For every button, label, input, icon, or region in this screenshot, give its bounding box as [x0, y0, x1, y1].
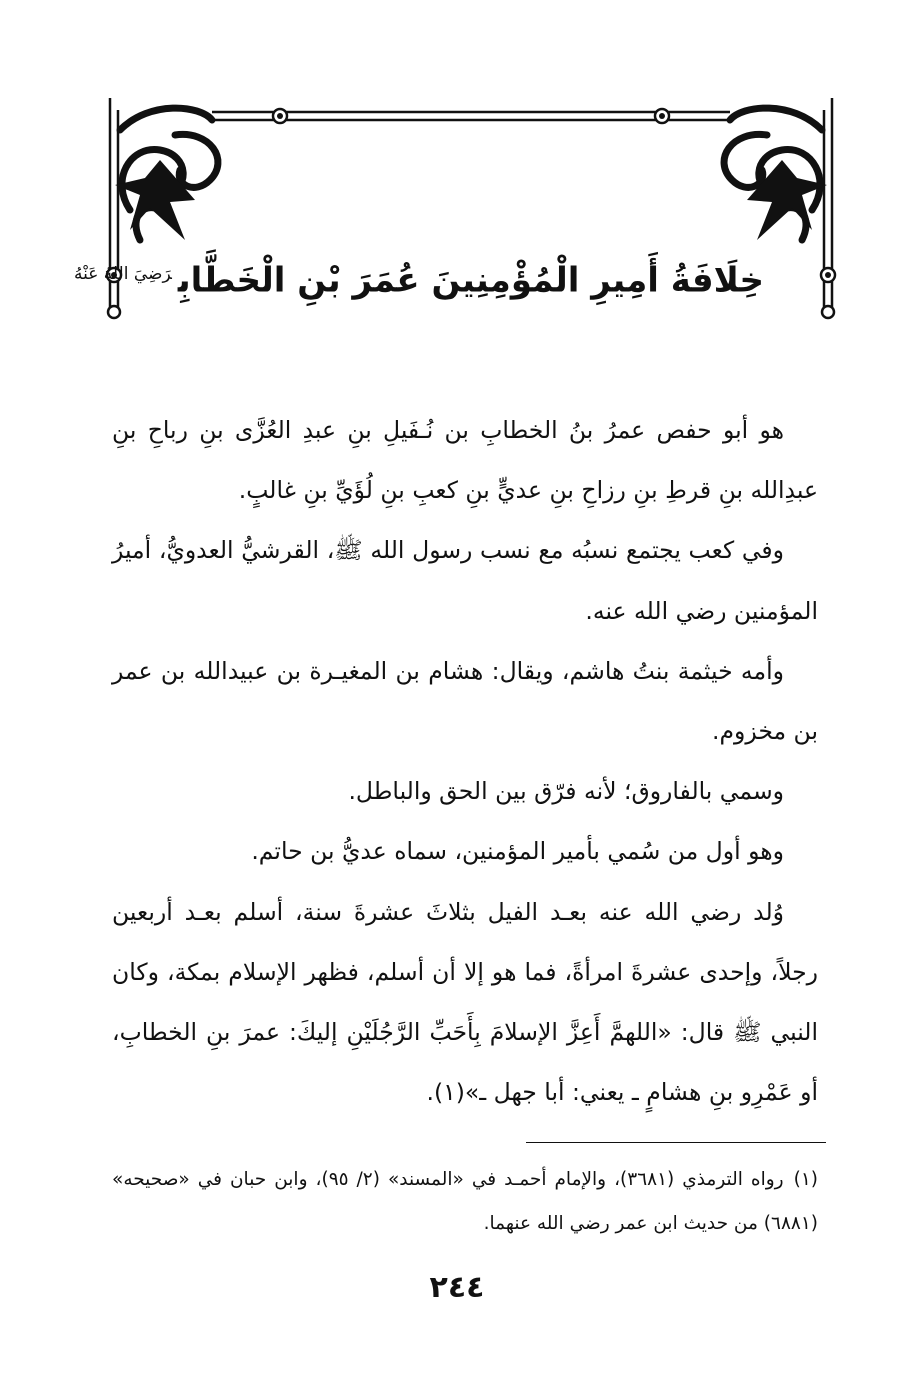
- paragraph-kinship: وفي كعب يجتمع نسبُه مع نسب رسول الله ﷺ، القرشيُّ العدويُّ، أميرُ المؤمنين رضي الله عنه.: [112, 536, 818, 625]
- paragraph-farouq: وسمي بالفاروق؛ لأنه فرّق بين الحق والباطل.: [348, 777, 784, 806]
- footnote-text: رواه الترمذي (٣٦٨١)، والإمام أحمـد في «المسند» (٢/ ٩٥)، وابن حبان في «صحيحه» (٦٨٨١) من حديث ابن عمر رضي الله عنهما.: [112, 1169, 818, 1234]
- title-honorific: رَضِيَ اللهُ عَنْهُ: [74, 264, 172, 284]
- footnote-number: (١): [793, 1169, 818, 1190]
- footnote: [112, 1158, 818, 1246]
- paragraph-title-origin: وهو أول من سُمي بأمير المؤمنين، سماه عديُّ بن حاتم.: [251, 837, 784, 866]
- paragraph-mother: وأمه خيثمة بنتُ هاشم، ويقال: هشام بن المغيـرة بن عبيدالله بن عمر بن مخزوم.: [112, 656, 818, 746]
- paragraph-birth-islam: وُلد رضي الله عنه بعـد الفيل بثلاثَ عشرةَ سنة، أسلم بعـد أربعين رجلاً، وإحدى عشرةَ امرأةً، فما هو إلا أن أسلم، فظهر الإسلام بمكة، وكان النبي ﷺ قال: «اللهمَّ أَعِزَّ الإسلامَ بِأَحَبِّ الرَّجُلَيْنِ إليكَ: عمرَ بنِ الخطابِ، أو عَمْرِو بنِ هشامٍ ـ يعني: أبا جهل ـ»(١).: [112, 897, 818, 1107]
- paragraph-lineage: هو أبو حفص عمرُ بنُ الخطابِ بن نُـفَيلِ بنِ عبدِ العُزَّى بنِ رباحِ بنِ عبدِالله بنِ قرطِ بنِ رزاحِ بنِ عديٍّ بنِ كعبِ بنِ لُؤَيِّ بنِ غالبٍ.: [112, 416, 818, 505]
- page-title: [74, 252, 764, 302]
- footnote-divider: [526, 1142, 826, 1143]
- body-text: [112, 400, 818, 1122]
- page-number: ٢٤٤: [429, 1270, 485, 1305]
- title-text: خِلَافَةُ أَمِيرِ الْمُؤْمِنِينَ عُمَرَ بْنِ الْخَطَّابِ: [177, 260, 764, 301]
